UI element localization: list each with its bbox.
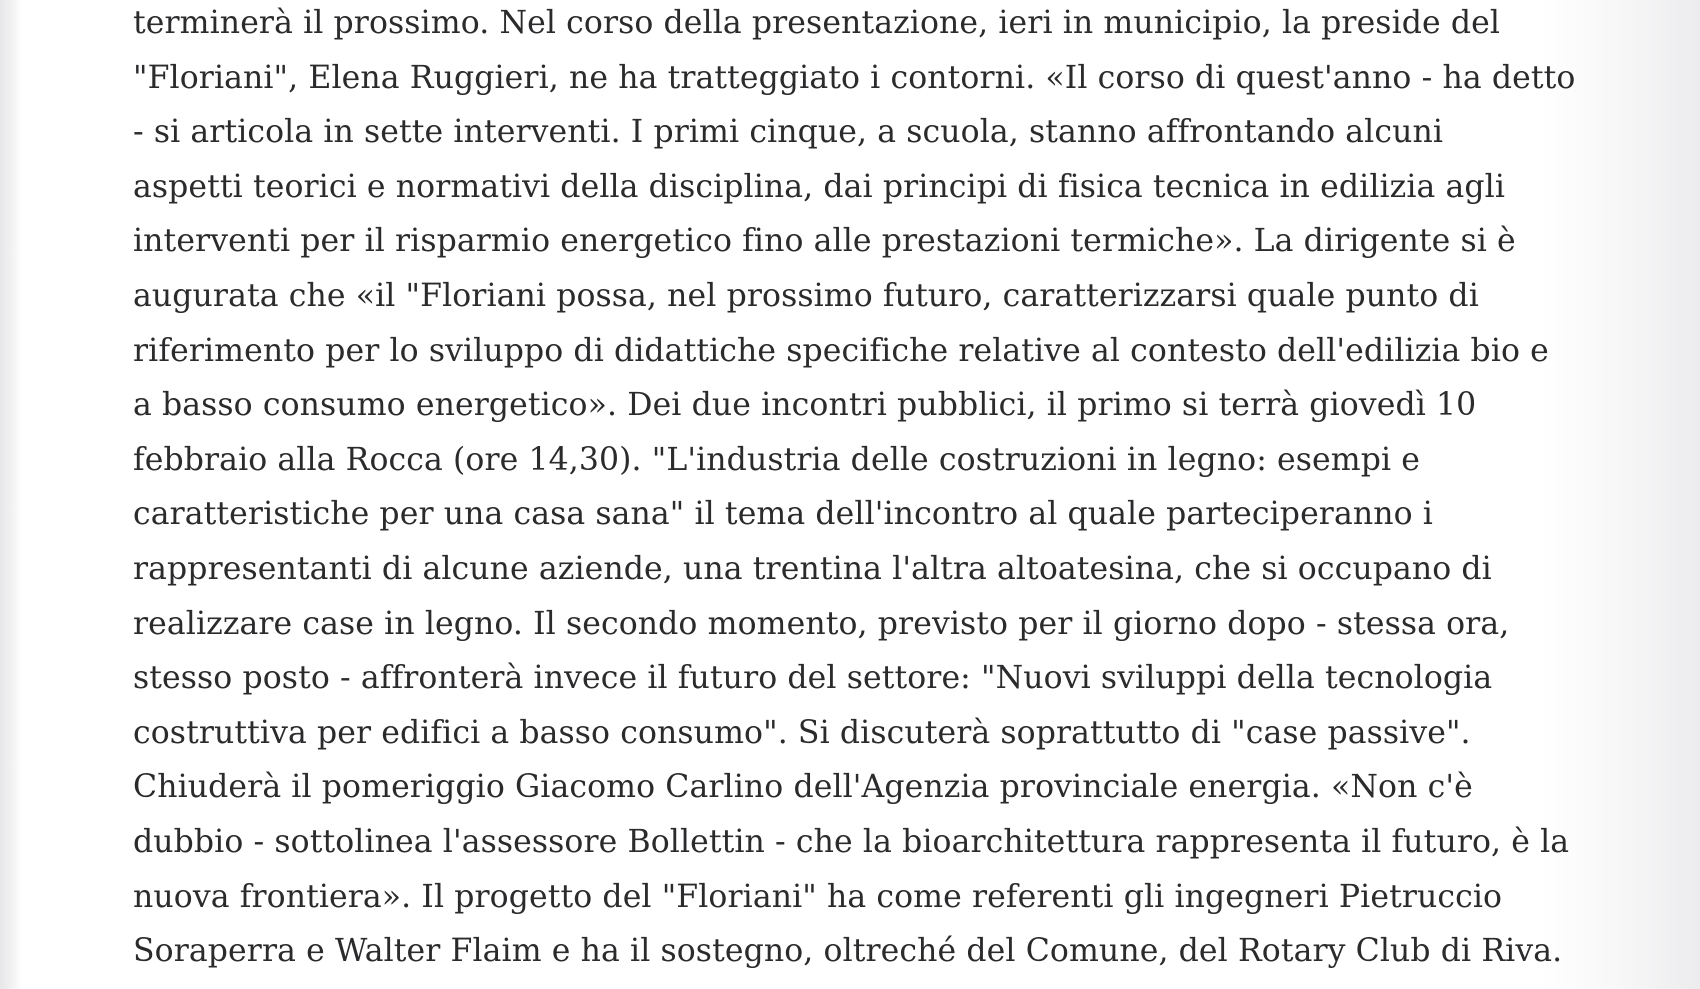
text-line: - si articola in sette interventi. I primi cinque, a scuola, stanno affrontando alcuni <box>133 114 1444 151</box>
text-line: nuova frontiera». Il progetto del "Floriani" ha come referenti gli ingegneri Pietruccio <box>133 878 1503 915</box>
text-line: augurata che «il "Floriani possa, nel prossimo futuro, caratterizzarsi quale punto di <box>133 277 1479 314</box>
text-line: dubbio - sottolinea l'assessore Bollettin - che la bioarchitettura rappresenta il futuro, è la <box>133 823 1570 860</box>
text-line: a basso consumo energetico». Dei due incontri pubblici, il primo si terrà giovedì 10 <box>133 387 1477 424</box>
text-line: caratteristiche per una casa sana" il tema dell'incontro al quale parteciperanno i <box>133 496 1433 533</box>
text-line: rappresentanti di alcune aziende, una trentina l'altra altoatesina, che si occupano di <box>133 550 1492 587</box>
text-line: costruttiva per edifici a basso consumo". Si discuterà soprattutto di "case passive". <box>133 714 1471 751</box>
text-line: interventi per il risparmio energetico fino alle prestazioni termiche». La dirigente si è <box>133 223 1516 260</box>
scan-edge-shadow-left <box>0 0 22 989</box>
text-line: Chiuderà il pomeriggio Giacomo Carlino dell'Agenzia provinciale energia. «Non c'è <box>133 769 1473 806</box>
article-body-text <box>133 0 1603 979</box>
text-line: terminerà il prossimo. Nel corso della presentazione, ieri in municipio, la preside del <box>133 5 1501 41</box>
text-line: febbraio alla Rocca (ore 14,30). "L'industria delle costruzioni in legno: esempi e <box>133 441 1421 478</box>
text-line: realizzare case in legno. Il secondo momento, previsto per il giorno dopo - stessa ora, <box>133 605 1510 642</box>
text-line: stesso posto - affronterà invece il futuro del settore: "Nuovi sviluppi della tecnologia <box>133 660 1493 697</box>
text-line: riferimento per lo sviluppo di didattiche specifiche relative al contesto dell'edilizia bio e <box>133 332 1549 369</box>
text-line: Soraperra e Walter Flaim e ha il sostegno, oltreché del Comune, del Rotary Club di Riva. <box>133 933 1563 970</box>
text-line: aspetti teorici e normativi della disciplina, dai principi di fisica tecnica in edilizia agli <box>133 168 1506 205</box>
text-line: "Floriani", Elena Ruggieri, ne ha tratteggiato i contorni. «Il corso di quest'anno - ha detto <box>133 59 1576 96</box>
